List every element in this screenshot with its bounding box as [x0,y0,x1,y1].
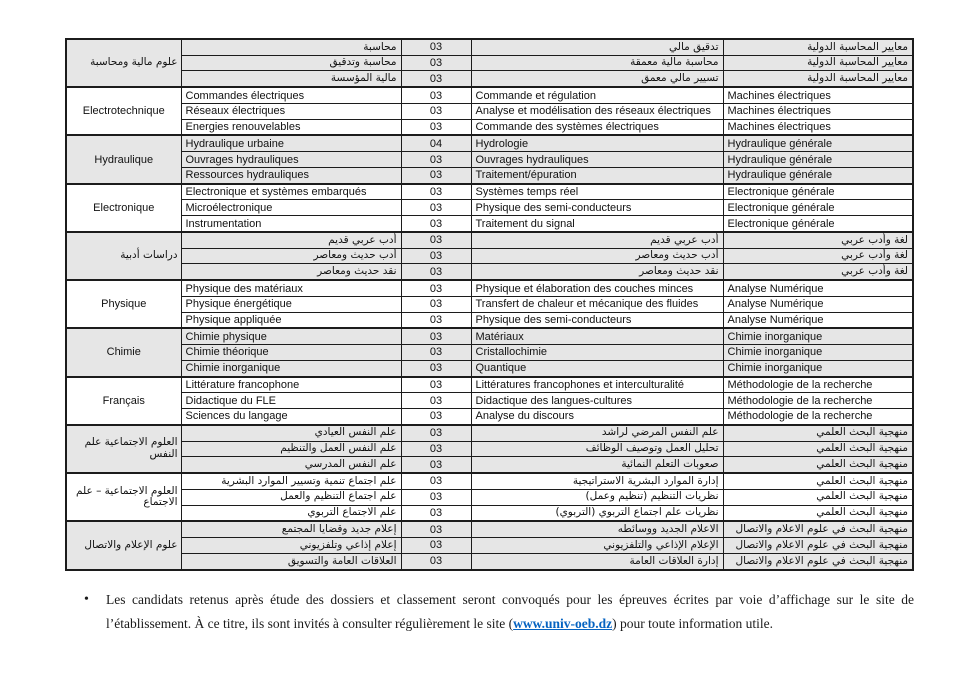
related-cell: منهجية البحث العلمي [723,425,913,441]
module-cell: إدارة العلاقات العامة [471,553,723,570]
module-cell: إدارة الموارد البشرية الاستراتيجية [471,473,723,489]
specialty-cell: علم اجتماع التنظيم والعمل [181,489,401,505]
related-cell: لغة وأدب عربي [723,232,913,248]
module-cell: نظريات علم اجتماع التربوي (التربوي) [471,505,723,521]
table-row [66,328,913,344]
table-row [66,200,913,216]
specialty-cell: Chimie théorique [181,345,401,361]
related-cell: لغة وأدب عربي [723,264,913,280]
module-cell: تحليل العمل وتوصيف الوظائف [471,441,723,457]
count-cell: 03 [401,473,471,489]
related-cell: Hydraulique générale [723,152,913,168]
related-cell: Machines électriques [723,87,913,103]
table-row [66,345,913,361]
count-cell: 03 [401,360,471,376]
table-row [66,377,913,393]
table-row [66,248,913,264]
related-cell: لغة وأدب عربي [723,248,913,264]
module-cell: Commande des systèmes électriques [471,119,723,135]
related-cell: Electronique générale [723,216,913,232]
module-cell: Systèmes temps réel [471,184,723,200]
specialty-cell: علم الاجتماع التربوي [181,505,401,521]
specialty-cell: Instrumentation [181,216,401,232]
specialty-cell: Chimie inorganique [181,360,401,376]
module-cell: Transfert de chaleur et mécanique des fluides [471,296,723,312]
related-cell: Electronique générale [723,200,913,216]
module-cell: Traitement/épuration [471,167,723,183]
module-cell: Physique des semi-conducteurs [471,312,723,328]
module-cell: صعوبات التعلم النمائية [471,457,723,473]
table-row [66,489,913,505]
table-row [66,55,913,71]
module-cell: Didactique des langues-cultures [471,393,723,409]
related-cell: Machines électriques [723,119,913,135]
related-cell: Méthodologie de la recherche [723,409,913,425]
module-cell: الاعلام الجديد ووسائطه [471,521,723,537]
related-cell: Analyse Numérique [723,296,913,312]
specialty-cell: إعلام جديد وقضايا المجتمع [181,521,401,537]
related-cell: Machines électriques [723,103,913,119]
table-row [66,457,913,473]
related-cell: Chimie inorganique [723,360,913,376]
module-cell: محاسبة مالية معمقة [471,55,723,71]
specialty-cell: علم اجتماع تنمية وتسيير الموارد البشرية [181,473,401,489]
table-row [66,296,913,312]
module-cell: Littératures francophones et interculturalité [471,377,723,393]
count-cell: 03 [401,216,471,232]
footer-text-after-link: ) pour toute information utile. [612,616,773,631]
count-cell: 03 [401,312,471,328]
related-cell: منهجية البحث العلمي [723,441,913,457]
specialty-cell: Microélectronique [181,200,401,216]
related-cell: منهجية البحث العلمي [723,457,913,473]
specialty-cell: Physique appliquée [181,312,401,328]
count-cell: 03 [401,184,471,200]
specialty-cell: Commandes électriques [181,87,401,103]
related-cell: Analyse Numérique [723,280,913,296]
count-cell: 03 [401,377,471,393]
module-cell: أدب حديث ومعاصر [471,248,723,264]
specialty-cell: Chimie physique [181,328,401,344]
related-cell: Chimie inorganique [723,345,913,361]
specialty-cell: إعلام إذاعي وتلفزيوني [181,538,401,554]
related-cell: معايير المحاسبة الدولية [723,71,913,87]
related-cell: معايير المحاسبة الدولية [723,55,913,71]
count-cell: 03 [401,55,471,71]
group-label-cell: Physique [66,280,181,328]
table-row [66,521,913,537]
count-cell: 03 [401,264,471,280]
count-cell: 03 [401,553,471,570]
specialty-cell: العلاقات العامة والتسويق [181,553,401,570]
module-cell: أدب عربي قديم [471,232,723,248]
table-row [66,473,913,489]
specialty-cell: Physique énergétique [181,296,401,312]
module-cell: Commande et régulation [471,87,723,103]
table-row [66,103,913,119]
table-row [66,441,913,457]
table-row [66,71,913,87]
module-cell: الإعلام الإذاعي والتلفزيوني [471,538,723,554]
module-cell: Quantique [471,360,723,376]
specialty-cell: أدب عربي قديم [181,232,401,248]
related-cell: منهجية البحث في علوم الاعلام والاتصال [723,538,913,554]
module-cell: نقد حديث ومعاصر [471,264,723,280]
table-row [66,360,913,376]
specialty-cell: Physique des matériaux [181,280,401,296]
group-label-cell: العلوم الاجتماعية – علم الاجتماع [66,473,181,521]
table-row [66,167,913,183]
specialty-cell: Electronique et systèmes embarqués [181,184,401,200]
specialty-cell: Energies renouvelables [181,119,401,135]
group-label-cell: علوم الإعلام والاتصال [66,521,181,570]
count-cell: 03 [401,425,471,441]
table-row [66,425,913,441]
table-row [66,232,913,248]
module-cell: تدقيق مالي [471,39,723,55]
module-cell: تسيير مالي معمق [471,71,723,87]
specialty-cell: محاسبة [181,39,401,55]
group-label-cell: العلوم الاجتماعية علم النفس [66,425,181,473]
specialty-cell: نقد حديث ومعاصر [181,264,401,280]
table-row [66,553,913,570]
university-site-link[interactable]: www.univ-oeb.dz [513,616,613,631]
module-cell: Physique des semi-conducteurs [471,200,723,216]
table-row [66,264,913,280]
table-row [66,119,913,135]
related-cell: معايير المحاسبة الدولية [723,39,913,55]
table-row [66,184,913,200]
table-row [66,135,913,151]
count-cell: 03 [401,441,471,457]
group-label-cell: علوم مالية ومحاسبة [66,39,181,87]
module-cell: علم النفس المرضي لراشد [471,425,723,441]
module-cell: Hydrologie [471,135,723,151]
related-cell: منهجية البحث العلمي [723,473,913,489]
group-label-cell: Electrotechnique [66,87,181,135]
table-row [66,152,913,168]
count-cell: 03 [401,296,471,312]
count-cell: 03 [401,103,471,119]
group-label-cell: Electronique [66,184,181,232]
specialty-cell: Ouvrages hydrauliques [181,152,401,168]
footer-text-before-link: Les candidats retenus après étude des dossiers et classement seront convoqués pour les épreuves écrites par voie d’affichage sur le site de l’établissement. À ce titre, ils sont invités à consulter régulièrement le site ( [106,592,914,631]
table-row [66,39,913,55]
group-label-cell: دراسات أدبية [66,232,181,280]
module-cell: Ouvrages hydrauliques [471,152,723,168]
group-label-cell: Français [66,377,181,425]
count-cell: 03 [401,393,471,409]
module-cell: Matériaux [471,328,723,344]
table-row [66,505,913,521]
specialty-cell: Didactique du FLE [181,393,401,409]
count-cell: 03 [401,328,471,344]
specialties-table-container [65,38,914,571]
related-cell: منهجية البحث في علوم الاعلام والاتصال [723,521,913,537]
group-label-cell: Chimie [66,328,181,376]
module-cell: نظريات التنظيم (تنظيم وعمل) [471,489,723,505]
bullet-icon: • [84,592,89,607]
related-cell: Analyse Numérique [723,312,913,328]
table-row [66,538,913,554]
related-cell: Méthodologie de la recherche [723,393,913,409]
table-row [66,409,913,425]
specialty-cell: Ressources hydrauliques [181,167,401,183]
count-cell: 03 [401,232,471,248]
count-cell: 03 [401,119,471,135]
table-body [66,39,913,570]
specialty-cell: Réseaux électriques [181,103,401,119]
specialties-table [65,38,914,571]
count-cell: 03 [401,39,471,55]
count-cell: 03 [401,521,471,537]
count-cell: 03 [401,280,471,296]
count-cell: 04 [401,135,471,151]
table-row [66,87,913,103]
count-cell: 03 [401,71,471,87]
count-cell: 03 [401,409,471,425]
count-cell: 03 [401,457,471,473]
module-cell: Analyse du discours [471,409,723,425]
specialty-cell: مالية المؤسسة [181,71,401,87]
specialty-cell: Hydraulique urbaine [181,135,401,151]
count-cell: 03 [401,87,471,103]
specialty-cell: علم النفس العمل والتنظيم [181,441,401,457]
table-row [66,280,913,296]
module-cell: Physique et élaboration des couches minces [471,280,723,296]
count-cell: 03 [401,345,471,361]
specialty-cell: Sciences du langage [181,409,401,425]
count-cell: 03 [401,152,471,168]
table-row [66,312,913,328]
related-cell: Electronique générale [723,184,913,200]
count-cell: 03 [401,505,471,521]
specialty-cell: علم النفس المدرسي [181,457,401,473]
table-row [66,393,913,409]
specialty-cell: Littérature francophone [181,377,401,393]
count-cell: 03 [401,489,471,505]
related-cell: منهجية البحث العلمي [723,489,913,505]
table-row [66,216,913,232]
related-cell: Hydraulique générale [723,135,913,151]
related-cell: Méthodologie de la recherche [723,377,913,393]
module-cell: Traitement du signal [471,216,723,232]
related-cell: منهجية البحث في علوم الاعلام والاتصال [723,553,913,570]
group-label-cell: Hydraulique [66,135,181,183]
related-cell: منهجية البحث العلمي [723,505,913,521]
specialty-cell: أدب حديث ومعاصر [181,248,401,264]
footer-note [84,588,914,636]
specialty-cell: محاسبة وتدقيق [181,55,401,71]
module-cell: Analyse et modélisation des réseaux électriques [471,103,723,119]
related-cell: Chimie inorganique [723,328,913,344]
specialty-cell: علم النفس العيادي [181,425,401,441]
count-cell: 03 [401,200,471,216]
count-cell: 03 [401,538,471,554]
related-cell: Hydraulique générale [723,167,913,183]
footer-note-text [106,588,914,636]
count-cell: 03 [401,167,471,183]
count-cell: 03 [401,248,471,264]
module-cell: Cristallochimie [471,345,723,361]
